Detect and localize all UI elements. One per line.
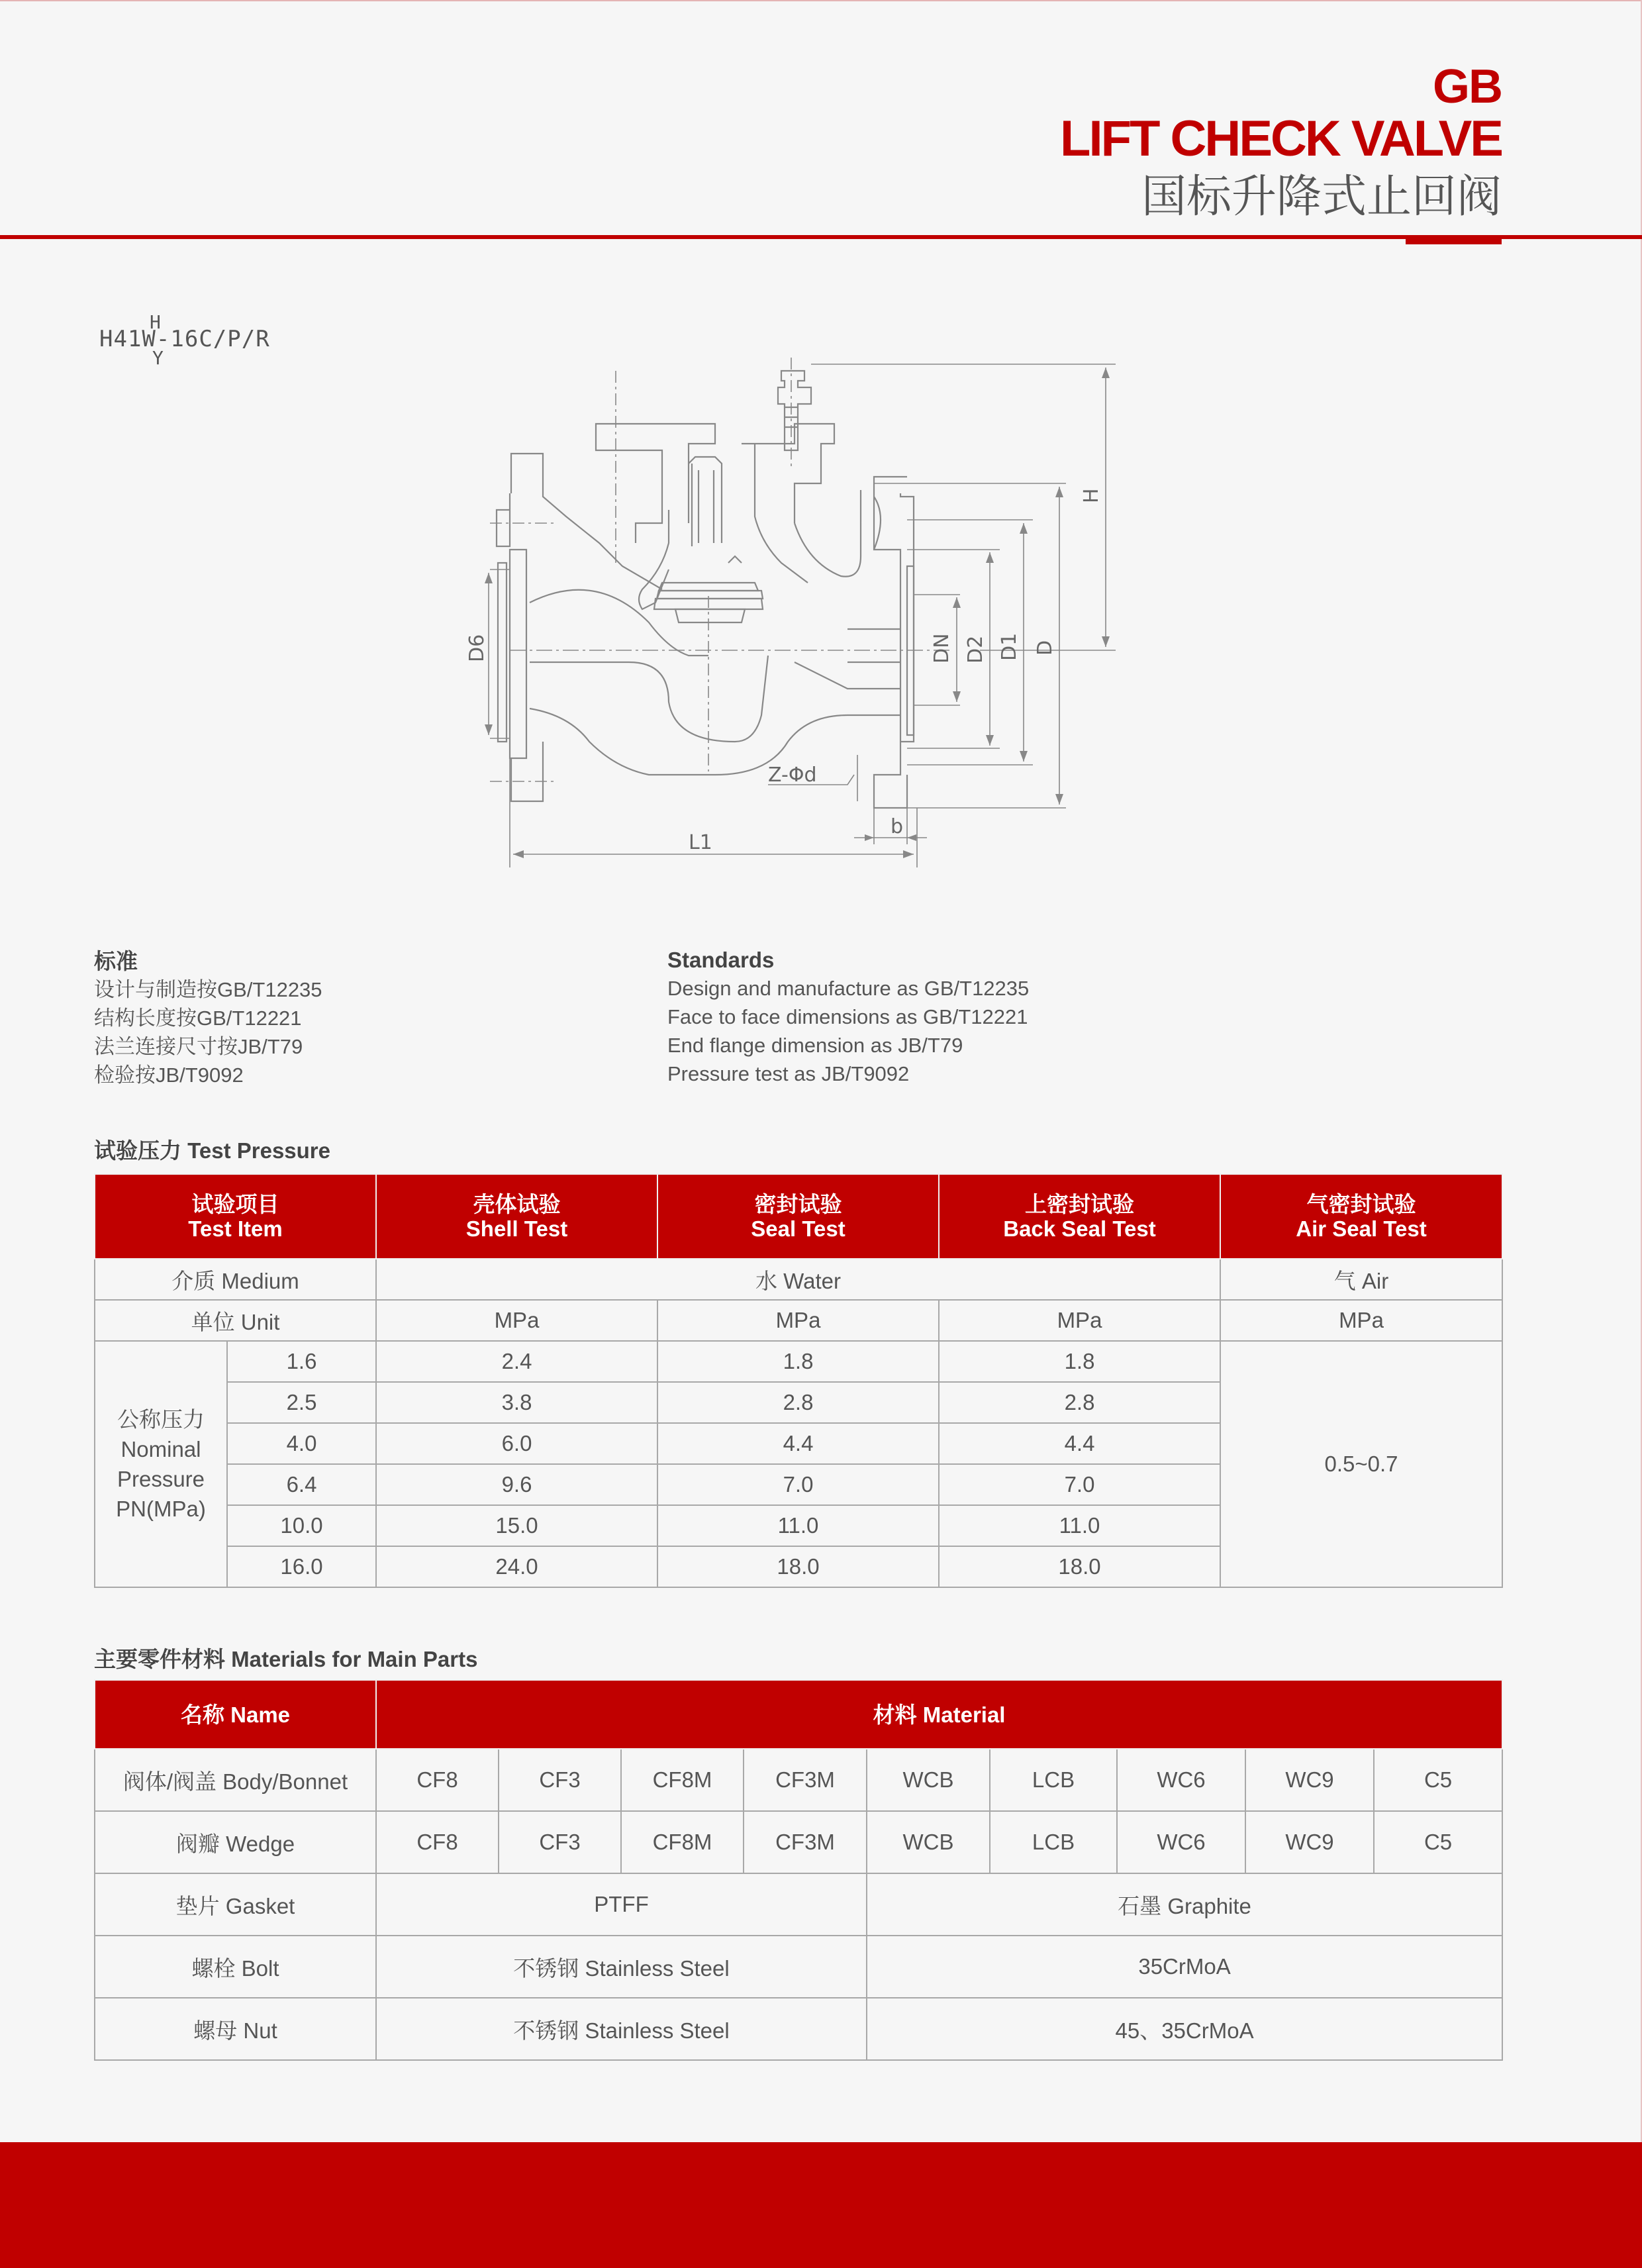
pn-cell: 6.4	[227, 1464, 376, 1505]
model-main: H41W-16C/P/R	[99, 326, 270, 352]
material-cell: CF3	[499, 1811, 621, 1873]
dim-label-h: H	[1080, 488, 1103, 503]
seal-cell: 1.8	[657, 1341, 939, 1382]
standards-en	[667, 946, 1029, 1088]
back-seal-cell: 7.0	[939, 1464, 1220, 1505]
medium-water: 水 Water	[376, 1259, 1220, 1300]
back-seal-cell: 18.0	[939, 1546, 1220, 1587]
table-row	[95, 1936, 1502, 1998]
unit-cell: MPa	[376, 1300, 657, 1341]
dim-label-l1: L1	[689, 831, 712, 854]
seal-cell: 4.4	[657, 1423, 939, 1464]
body-bonnet-label: 阀体/阀盖 Body/Bonnet	[95, 1749, 376, 1811]
back-seal-cell: 2.8	[939, 1382, 1220, 1423]
unit-cell: MPa	[1220, 1300, 1502, 1341]
table-row	[95, 1998, 1502, 2060]
material-cell: 45、35CrMoA	[867, 1998, 1502, 2060]
table-row	[95, 1873, 1502, 1936]
material-cell: WC9	[1245, 1811, 1374, 1873]
header-back-seal-test: 上密封试验 Back Seal Test	[939, 1174, 1220, 1259]
standards-cn-line: 设计与制造按GB/T12235	[94, 978, 322, 1001]
table-header-row	[95, 1174, 1502, 1259]
materials-title: 主要零件材料 Materials for Main Parts	[94, 1647, 478, 1671]
standards-en-heading: Standards	[667, 948, 775, 972]
pn-cell: 2.5	[227, 1382, 376, 1423]
header-air-seal-test: 气密封试验 Air Seal Test	[1220, 1174, 1502, 1259]
material-cell: 石墨 Graphite	[867, 1873, 1502, 1936]
standards-en-line: Pressure test as JB/T9092	[667, 1062, 910, 1085]
pn-cell: 4.0	[227, 1423, 376, 1464]
unit-cell: MPa	[657, 1300, 939, 1341]
model-letter-h: H	[150, 311, 161, 333]
bolt-label: 螺栓 Bolt	[95, 1936, 376, 1998]
valve-drawing	[450, 344, 1139, 874]
material-cell: LCB	[990, 1811, 1117, 1873]
test-pressure-title: 试验压力 Test Pressure	[94, 1138, 331, 1163]
header-seal-test: 密封试验 Seal Test	[657, 1174, 939, 1259]
material-cell: CF3M	[744, 1811, 867, 1873]
table-row	[95, 1749, 1502, 1811]
material-cell: WC6	[1117, 1749, 1245, 1811]
back-seal-cell: 1.8	[939, 1341, 1220, 1382]
top-rule	[0, 0, 1642, 1]
header-tab-accent	[1406, 235, 1502, 244]
dim-label-z-phi-d: Z-Φd	[768, 764, 817, 787]
medium-label: 介质 Medium	[95, 1259, 376, 1300]
standards-en-line: End flange dimension as JB/T79	[667, 1034, 963, 1057]
standards-en-line: Face to face dimensions as GB/T12221	[667, 1005, 1028, 1028]
seal-cell: 11.0	[657, 1505, 939, 1546]
nut-label: 螺母 Nut	[95, 1998, 376, 2060]
material-cell: WC6	[1117, 1811, 1245, 1873]
standards-cn-line: 检验按JB/T9092	[94, 1063, 244, 1087]
standards-cn-line: 法兰连接尺寸按JB/T79	[94, 1035, 303, 1058]
page-header	[1060, 61, 1502, 229]
seal-cell: 2.8	[657, 1382, 939, 1423]
header-title-cn: 国标升降式止回阀	[1141, 171, 1502, 223]
seal-cell: 18.0	[657, 1546, 939, 1587]
dim-label-d6: D6	[465, 634, 489, 662]
header-shell-test: 壳体试验 Shell Test	[376, 1174, 657, 1259]
material-cell: CF8	[376, 1749, 499, 1811]
material-cell: WCB	[867, 1811, 990, 1873]
footer-band	[0, 2142, 1642, 2268]
header-name: 名称 Name	[95, 1680, 376, 1749]
model-letter-y: Y	[152, 347, 164, 369]
standards-cn	[94, 947, 322, 1089]
material-cell: PTFF	[376, 1873, 867, 1936]
air-seal-value: 0.5~0.7	[1220, 1341, 1502, 1587]
header-material: 材料 Material	[376, 1680, 1502, 1749]
pn-cell: 10.0	[227, 1505, 376, 1546]
dim-label-d: D	[1034, 640, 1057, 656]
shell-cell: 15.0	[376, 1505, 657, 1546]
dim-label-d2: D2	[964, 635, 987, 664]
nominal-pressure-label: 公称压力 Nominal Pressure PN(MPa)	[95, 1341, 227, 1587]
dim-label-b: b	[891, 815, 904, 838]
material-cell: 不锈钢 Stainless Steel	[376, 1998, 867, 2060]
dim-label-dn: DN	[930, 633, 953, 664]
header-test-item: 试验项目 Test Item	[95, 1174, 376, 1259]
seal-cell: 7.0	[657, 1464, 939, 1505]
material-cell: WCB	[867, 1749, 990, 1811]
pn-cell: 1.6	[227, 1341, 376, 1382]
standards-en-line: Design and manufacture as GB/T12235	[667, 977, 1030, 1000]
unit-label: 单位 Unit	[95, 1300, 376, 1341]
wedge-label: 阀瓣 Wedge	[95, 1811, 376, 1873]
pn-cell: 16.0	[227, 1546, 376, 1587]
gasket-label: 垫片 Gasket	[95, 1873, 376, 1936]
material-cell: WC9	[1245, 1749, 1374, 1811]
back-seal-cell: 4.4	[939, 1423, 1220, 1464]
material-cell: CF8M	[621, 1811, 744, 1873]
unit-cell: MPa	[939, 1300, 1220, 1341]
test-pressure-table	[94, 1173, 1503, 1588]
shell-cell: 6.0	[376, 1423, 657, 1464]
material-cell: C5	[1374, 1811, 1502, 1873]
dim-label-d1: D1	[998, 632, 1021, 661]
header-title: LIFT CHECK VALVE	[1060, 111, 1502, 167]
shell-cell: 9.6	[376, 1464, 657, 1505]
shell-cell: 2.4	[376, 1341, 657, 1382]
model-number	[99, 311, 270, 369]
back-seal-cell: 11.0	[939, 1505, 1220, 1546]
materials-table	[94, 1679, 1503, 2061]
material-cell: LCB	[990, 1749, 1117, 1811]
material-cell: CF3M	[744, 1749, 867, 1811]
table-row	[95, 1811, 1502, 1873]
standards-cn-heading: 标准	[94, 949, 138, 973]
table-row	[95, 1259, 1502, 1300]
header-gb: GB	[1433, 60, 1502, 113]
material-cell: 35CrMoA	[867, 1936, 1502, 1998]
shell-cell: 24.0	[376, 1546, 657, 1587]
table-header-row	[95, 1680, 1502, 1749]
shell-cell: 3.8	[376, 1382, 657, 1423]
table-row	[95, 1300, 1502, 1341]
header-rule	[0, 235, 1642, 239]
material-cell: 不锈钢 Stainless Steel	[376, 1936, 867, 1998]
material-cell: CF8	[376, 1811, 499, 1873]
medium-air: 气 Air	[1220, 1259, 1502, 1300]
standards-cn-line: 结构长度按GB/T12221	[94, 1007, 302, 1030]
material-cell: C5	[1374, 1749, 1502, 1811]
material-cell: CF8M	[621, 1749, 744, 1811]
material-cell: CF3	[499, 1749, 621, 1811]
table-row	[95, 1341, 1502, 1382]
